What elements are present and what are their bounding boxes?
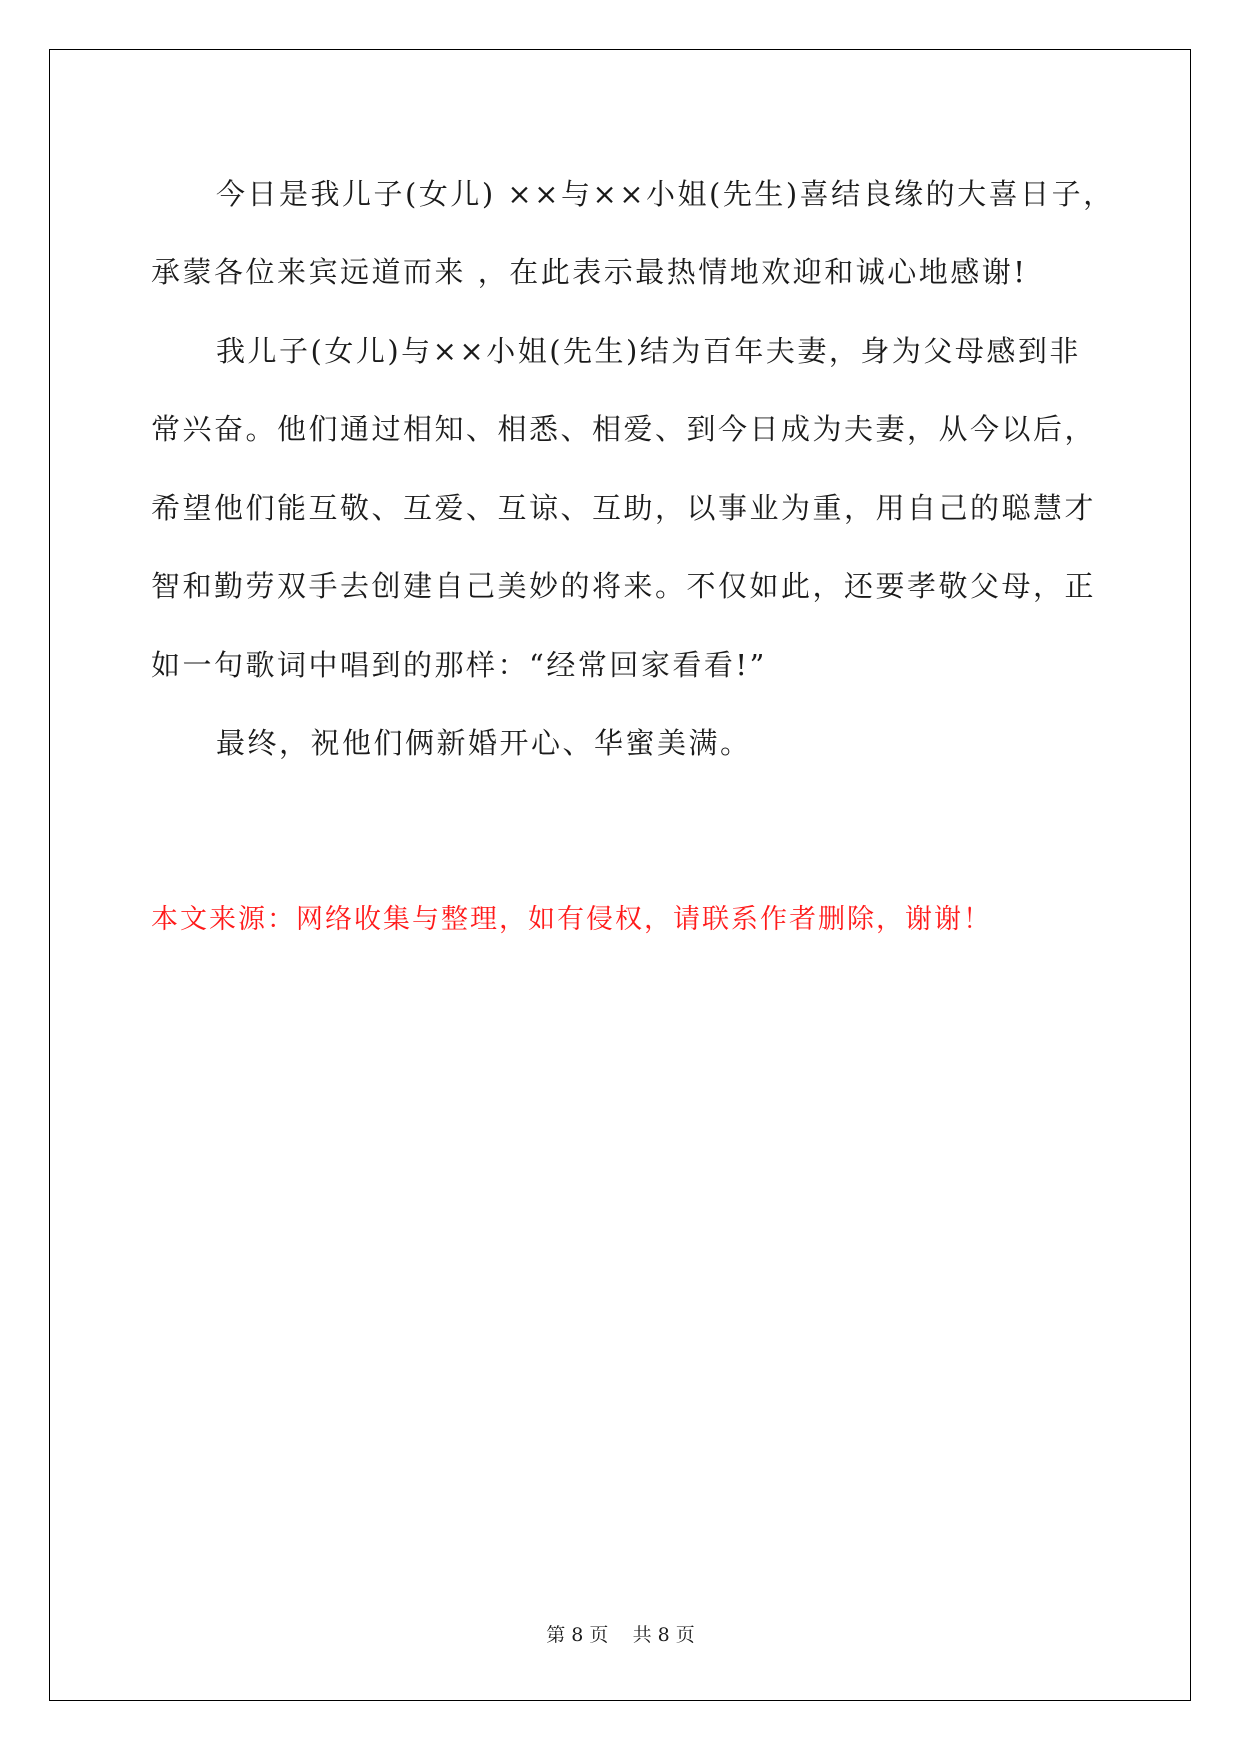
paragraph-line-7: 如一句歌词中唱到的那样：“经常回家看看!” [151,648,767,682]
paragraph-line-4: 常兴奋。他们通过相知、相悉、相爱、到今日成为夫妻，从今以后， [151,412,1097,446]
paragraph-line-1: 今日是我儿子(女儿) ××与××小姐(先生)喜结良缘的大喜日子， [216,177,1115,211]
source-note: 本文来源：网络收集与整理，如有侵权，请联系作者删除，谢谢！ [151,904,992,935]
paragraph-line-3: 我儿子(女儿)与××小姐(先生)结为百年夫妻，身为父母感到非 [216,334,1081,368]
paragraph-line-2: 承蒙各位来宾远道而来 ，在此表示最热情地欢迎和诚心地感谢! [151,255,1028,289]
paragraph-line-5: 希望他们能互敬、互爱、互谅、互助，以事业为重，用自己的聪慧才 [151,491,1097,525]
paragraph-line-6: 智和勤劳双手去创建自己美妙的将来。不仅如此，还要孝敬父母，正 [151,569,1097,603]
paragraph-line-8: 最终，祝他们俩新婚开心、华蜜美满。 [216,726,752,760]
page-number-footer: 第 8 页 共 8 页 [546,1624,695,1646]
page-border [49,49,1191,1701]
